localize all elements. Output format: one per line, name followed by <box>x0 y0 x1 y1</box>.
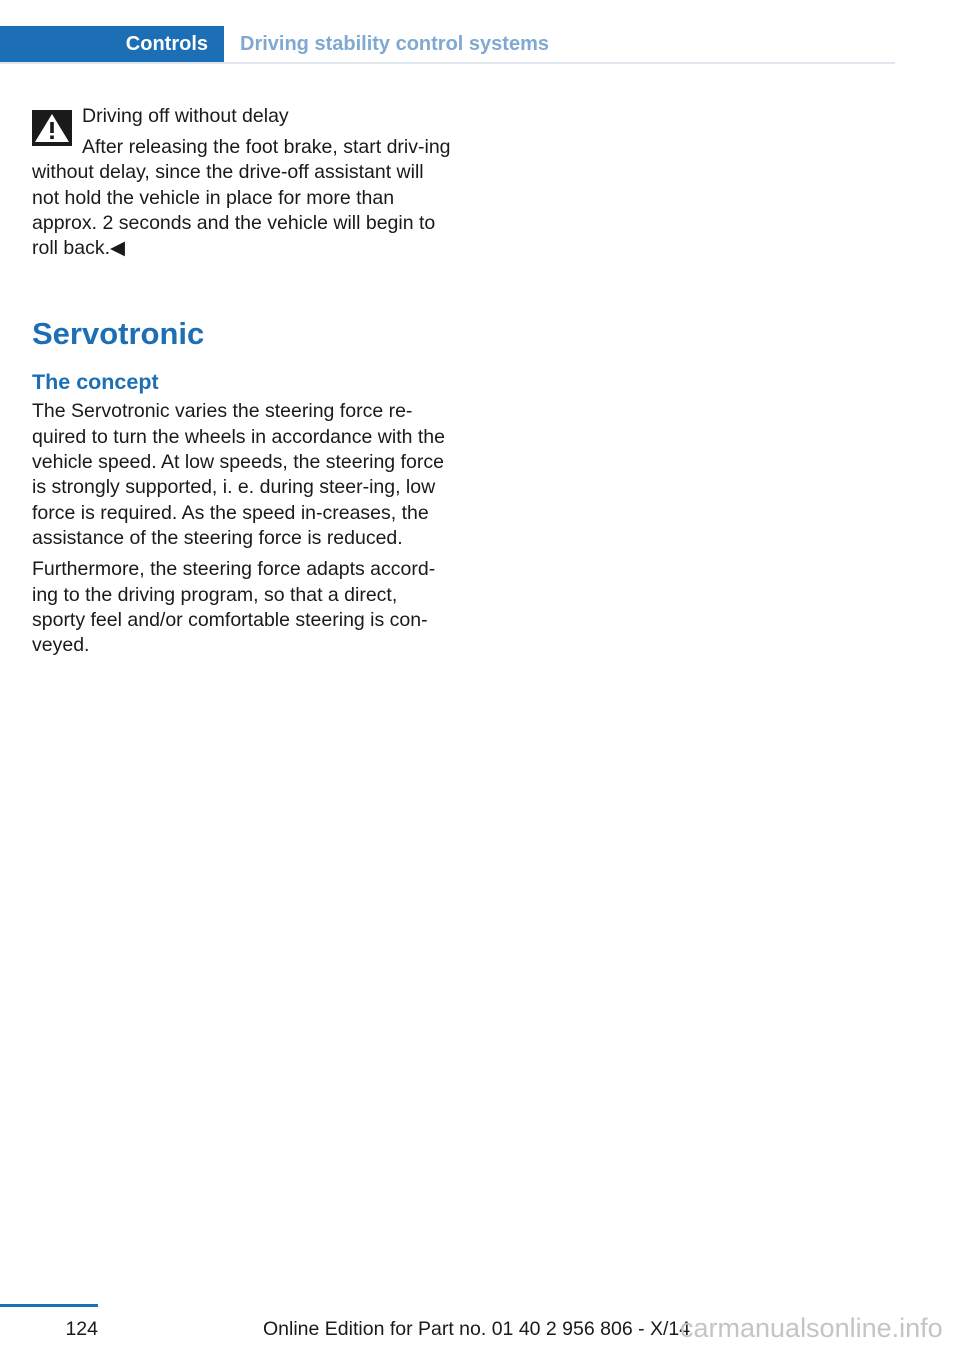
header-chapter-label: Driving stability control systems <box>240 32 549 55</box>
page-header <box>0 26 895 64</box>
watermark: carmanualsonline.info <box>680 1313 943 1343</box>
warning-triangle-icon <box>32 110 72 146</box>
section-title: Servotronic <box>32 316 205 352</box>
warning-title: Driving off without delay <box>82 105 289 127</box>
footer-rule <box>0 1304 98 1307</box>
warning-body: After releasing the foot brake, start driv-ing without delay, since the drive-off assistant will not hold the vehicle in place for more than approx. 2 seconds and the vehicle will begin to roll back.◀ <box>32 136 451 260</box>
edition-info: Online Edition for Part no. 01 40 2 956 806 - X/14 <box>263 1318 691 1340</box>
page-number: 124 <box>65 1318 98 1340</box>
paragraph: Furthermore, the steering force adapts accord-ing to the driving program, so that a direct, sporty feel and/or comfortable steering is con-veyed. <box>32 558 436 657</box>
warning-block <box>32 104 452 261</box>
header-section-label: Controls <box>0 26 224 62</box>
page-content <box>32 104 452 664</box>
subsection-title: The concept <box>32 370 159 395</box>
paragraph: The Servotronic varies the steering force re-quired to turn the wheels in accordance with the vehicle speed. At low speeds, the steering force is strongly supported, i. e. during steer-ing, low force is required. As the speed in-creases, the assistance of the steering force is reduced. <box>32 400 445 549</box>
